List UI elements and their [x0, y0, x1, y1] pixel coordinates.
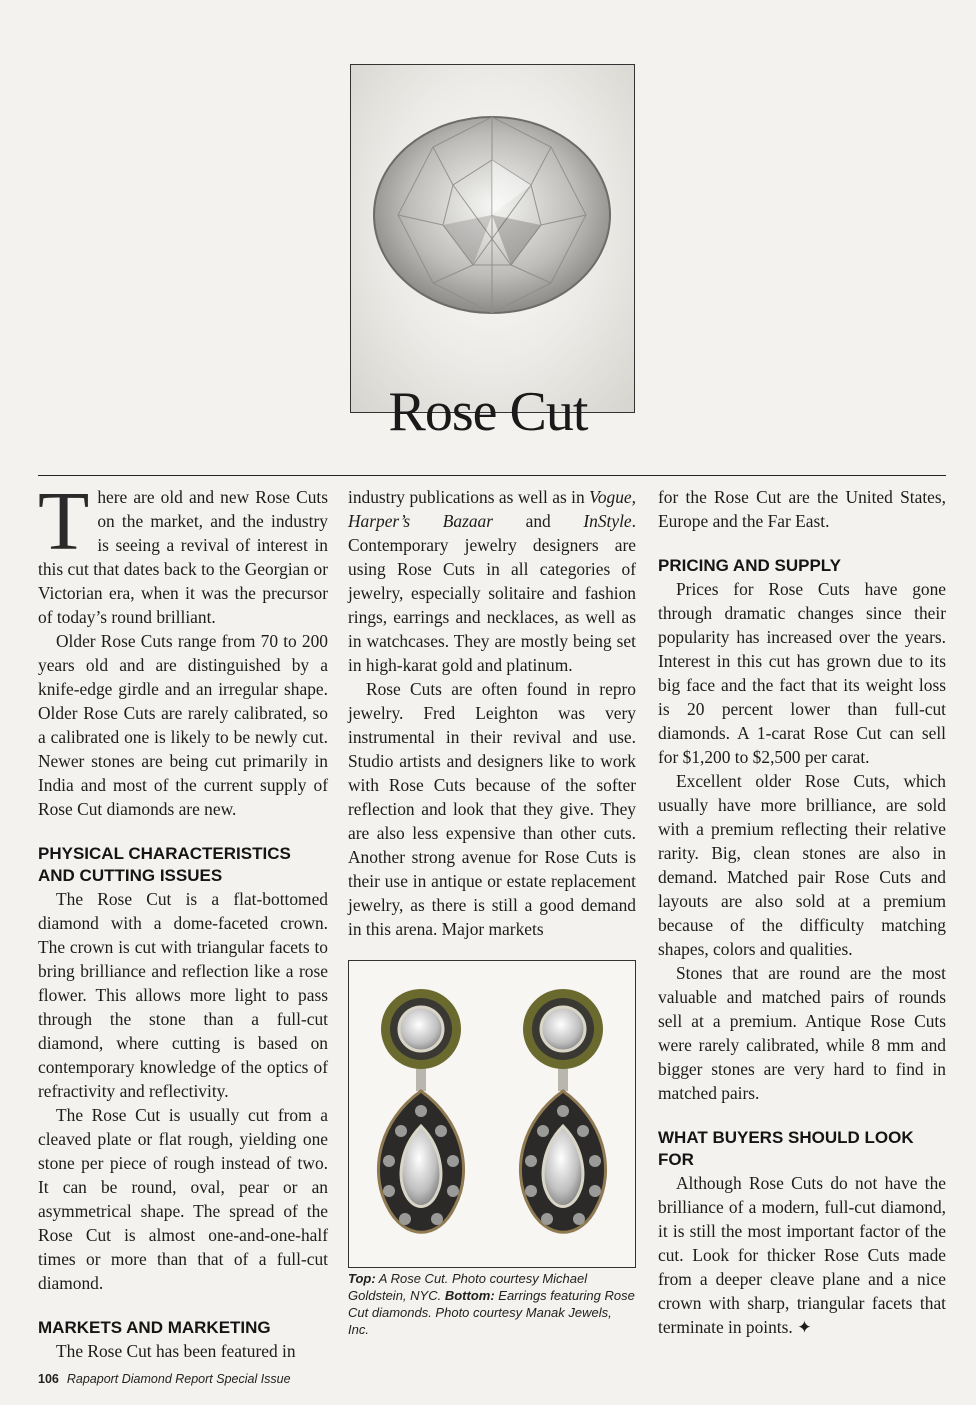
magazine-name: Vogue, — [589, 487, 636, 507]
paragraph: industry publications as well as in Vogue, Harper’s Bazaar and InStyle. Contemporary jewelry designers are using Rose Cuts in all categories of jewelry, especially solitaire and fashion rings, earrings and necklaces, as well as in watchcases. They are mostly being set in high-karat gold and platinum. — [348, 487, 636, 675]
paragraph: The Rose Cut is a flat-bottomed diamond with a dome-faceted crown. The crown is cut with triangular facets to bring brilliance and reflection like a rose flower. This allows more light to pass through the stone than a full-cut diamond, where cutting is based on contemporary knowledge of the optics of refractivity and reflectivity. — [38, 889, 328, 1101]
column-2 — [348, 485, 636, 941]
paragraph: The Rose Cut is usually cut from a cleaved plate or flat rough, yielding one stone per piece of rough instead of two. It can be round, oval, pear or an asymmetrical shape. The spread of the Rose Cut is almost one-and-one-half times or more than that of a full-cut diamond. — [38, 1105, 328, 1293]
column-1 — [38, 475, 328, 1363]
photo-caption: Top: A Rose Cut. Photo courtesy Michael Goldstein, NYC. Bottom: Earrings featuring Rose Cut diamonds. Photo courtesy Manak Jewels, Inc. — [348, 1271, 635, 1337]
end-mark-icon: ✦ — [797, 1317, 812, 1337]
section-heading-markets: MARKETS AND MARKETING — [38, 1318, 271, 1337]
paragraph: The Rose Cut has been featured in — [56, 1341, 296, 1361]
paragraph: Older Rose Cuts range from 70 to 200 years old and are distinguished by a knife-edge girdle and an irregular shape. Older Rose Cuts are rarely calibrated, so a calibrated one is likely to be newly cut. Newer stones are being cut primarily in India and most of the current supply of Rose Cut diamonds are new. — [38, 631, 328, 819]
section-heading-pricing: PRICING AND SUPPLY — [658, 556, 841, 575]
paragraph: Excellent older Rose Cuts, which usually have more brilliance, are sold with a premium reflecting their relative rarity. Big, clean stones are also in demand. Matched pair Rose Cuts and layouts are also sold at a premium because of the difficulty matching shapes, colors and qualities. — [658, 771, 946, 959]
earrings-image — [349, 961, 635, 1267]
magazine-name: InStyle — [583, 511, 632, 531]
paragraph: Rose Cuts are often found in repro jewelry. Fred Leighton was very instrumental in their revival and use. Studio artists and designers like to work with Rose Cuts because of the softer reflection and look that they give. They are also less expensive than other cuts. Another strong avenue for Rose Cuts is their use in antique or estate replacement jewelry, as there is still a good demand in this arena. Major markets — [348, 679, 636, 939]
column-3 — [658, 485, 946, 1339]
title-divider — [38, 475, 946, 476]
paragraph: Stones that are round are the most valuable and matched pairs of rounds sell at a premium. Antique Rose Cuts were rarely calibrated, while 8 mm and bigger stones are very hard to find in matched pairs. — [658, 963, 946, 1103]
rose-cut-diamond-photo — [350, 64, 635, 413]
page-footer — [38, 1372, 291, 1386]
intro-paragraph: There are old and new Rose Cuts on the market, and the industry is seeing a revival of interest in this cut that dates back to the Georgian or Victorian era, when it was the precursor of today’s round brilliant. — [38, 475, 328, 627]
section-heading-physical: PHYSICAL CHARACTERISTICS AND CUTTING ISSUES — [38, 844, 291, 885]
page-number: 106 — [38, 1372, 59, 1386]
paragraph: Prices for Rose Cuts have gone through dramatic changes since their popularity has increased over the years. Interest in this cut has grown due to its big face and the fact that its weight loss is 20 percent lower than full-cut diamonds. A 1-carat Rose Cut can sell for $1,200 to $2,500 per carat. — [658, 579, 946, 767]
paragraph: Although Rose Cuts do not have the brilliance of a modern, full-cut diamond, it is still the most important factor of the cut. Look for thicker Rose Cuts made from a deeper cleave plane and a nice crown with sharp, triangular facets that terminate in points. ✦ — [658, 1173, 946, 1337]
rose-cut-diamond-image — [351, 65, 634, 412]
magazine-name: Harper’s Bazaar — [348, 511, 494, 531]
section-heading-buyers: WHAT BUYERS SHOULD LOOK FOR — [658, 1128, 914, 1169]
earrings-photo — [348, 960, 636, 1268]
article-title: Rose Cut — [388, 381, 588, 443]
publication-name: Rapaport Diamond Report Special Issue — [66, 1372, 291, 1386]
paragraph: for the Rose Cut are the United States, Europe and the Far East. — [658, 487, 946, 531]
drop-cap: T — [38, 475, 90, 568]
